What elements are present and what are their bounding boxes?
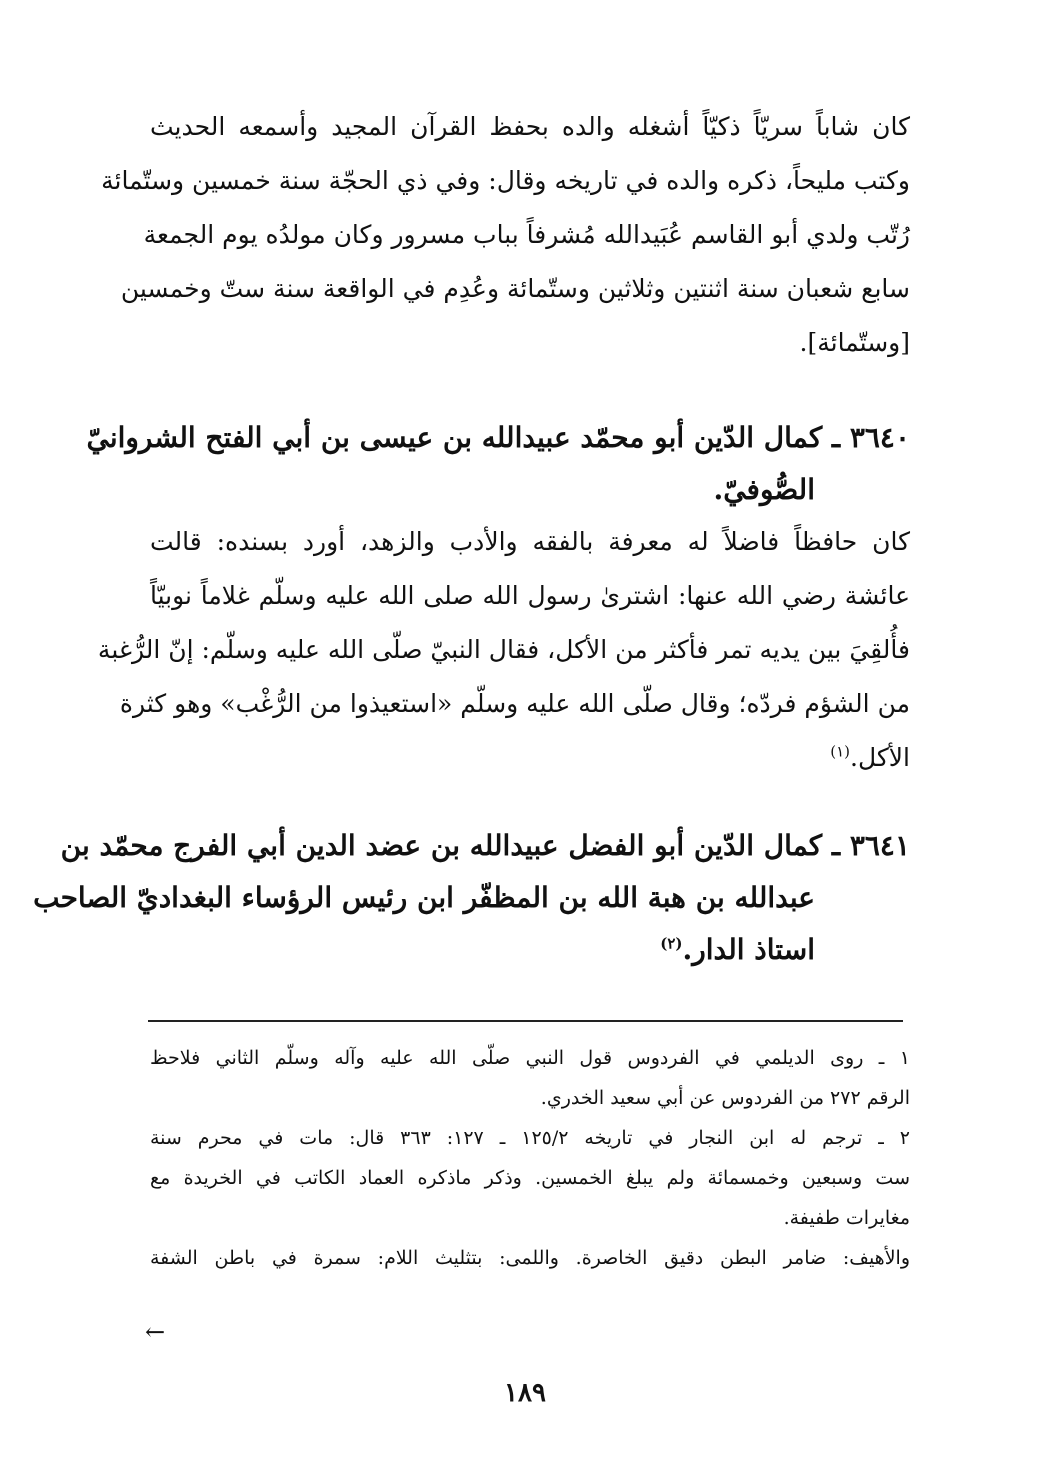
text-line-content: الأكل. [850,743,910,772]
footnote-line: والأهيف: ضامر البطن دقيق الخاصرة. واللمى: بتثليث اللام: سمرة في باطن الشفة [150,1247,910,1269]
entry-3640-body [97,515,910,785]
footnotes [150,1038,910,1278]
heading-line [150,924,910,976]
footnote-line: الرقم ٢٧٢ من الفردوس عن أبي سعيد الخدري. [540,1087,910,1109]
continuation-arrow-icon: ← [145,1318,166,1346]
text-line: وكتب مليحاً، ذكره والده في تاريخه وقال: وفي ذي الحجّة سنة خمسين وستّمائة [101,166,910,195]
entry-3640-heading [86,412,910,516]
text-line: كان حافظاً فاضلاً له معرفة بالفقه والأدب والزهد، أورد بسنده: قالت [150,527,910,556]
page-number: ١٨٩ [504,1378,546,1408]
intro-paragraph [101,100,910,370]
entry-3641-heading [33,820,910,976]
heading-line: الصُّوفيّ. [713,473,815,506]
footnote-separator [148,1020,903,1022]
footnote-line: مغايرات طفيفة. [783,1207,910,1229]
heading-line: عبدالله بن هبة الله بن المظفّر ابن رئيس الرؤساء البغداديّ الصاحب [33,881,815,914]
text-line: فأُلقِيَ بين يديه تمر فأكثر من الأكل، فقال النبيّ صلّى الله عليه وسلّم: إنّ الرُّغبة [97,635,910,664]
heading-line: ٣٦٤٠ ـ كمال الدّين أبو محمّد عبيدالله بن عيسى بن أبي الفتح الشروانيّ [86,421,910,454]
footnote-line: ٢ ـ ترجم له ابن النجار في تاريخه ١٢٥/٢ ـ ١٢٧: ٣٦٣ قال: مات في محرم سنة [150,1127,910,1149]
text-line: رُتّب ولدي أبو القاسم عُبَيدالله مُشرفاً بباب مسرور وكان مولدُه يوم الجمعة [143,220,910,249]
text-line: عائشة رضي الله عنها: اشترىٰ رسول الله صلى الله عليه وسلّم غلاماً نوبيّاً [150,581,910,610]
footnote-line: ١ ـ روى الديلمي في الفردوس قول النبي صلّى الله عليه وآله وسلّم الثاني فلاحظ [150,1047,910,1069]
text-line: كان شاباً سريّاً ذكيّاً أشغله والده بحفظ القرآن المجيد وأسمعه الحديث [150,112,910,141]
footnote-line: ست وسبعين وخمسمائة ولم يبلغ الخمسين. وذكر ماذكره العماد الكاتب في الخريدة مع [150,1167,910,1189]
footnote-marker: (١) [830,742,850,761]
heading-line: ٣٦٤١ ـ كمال الدّين أبو الفضل عبيدالله بن عضد الدين أبي الفرج محمّد بن [60,829,910,862]
text-line: من الشؤم فردّه؛ وقال صلّى الله عليه وسلّم «استعيذوا من الرُّغْب» وهو كثرة [119,689,910,718]
heading-line-content: استاذ الدار. [682,933,815,966]
text-line [150,731,910,785]
footnote-marker: (٢) [660,934,683,953]
text-line: [وستّمائة]. [799,328,910,357]
text-line: سابع شعبان سنة اثنتين وثلاثين وستّمائة وعُدِم في الواقعة سنة ستّ وخمسين [120,274,910,303]
